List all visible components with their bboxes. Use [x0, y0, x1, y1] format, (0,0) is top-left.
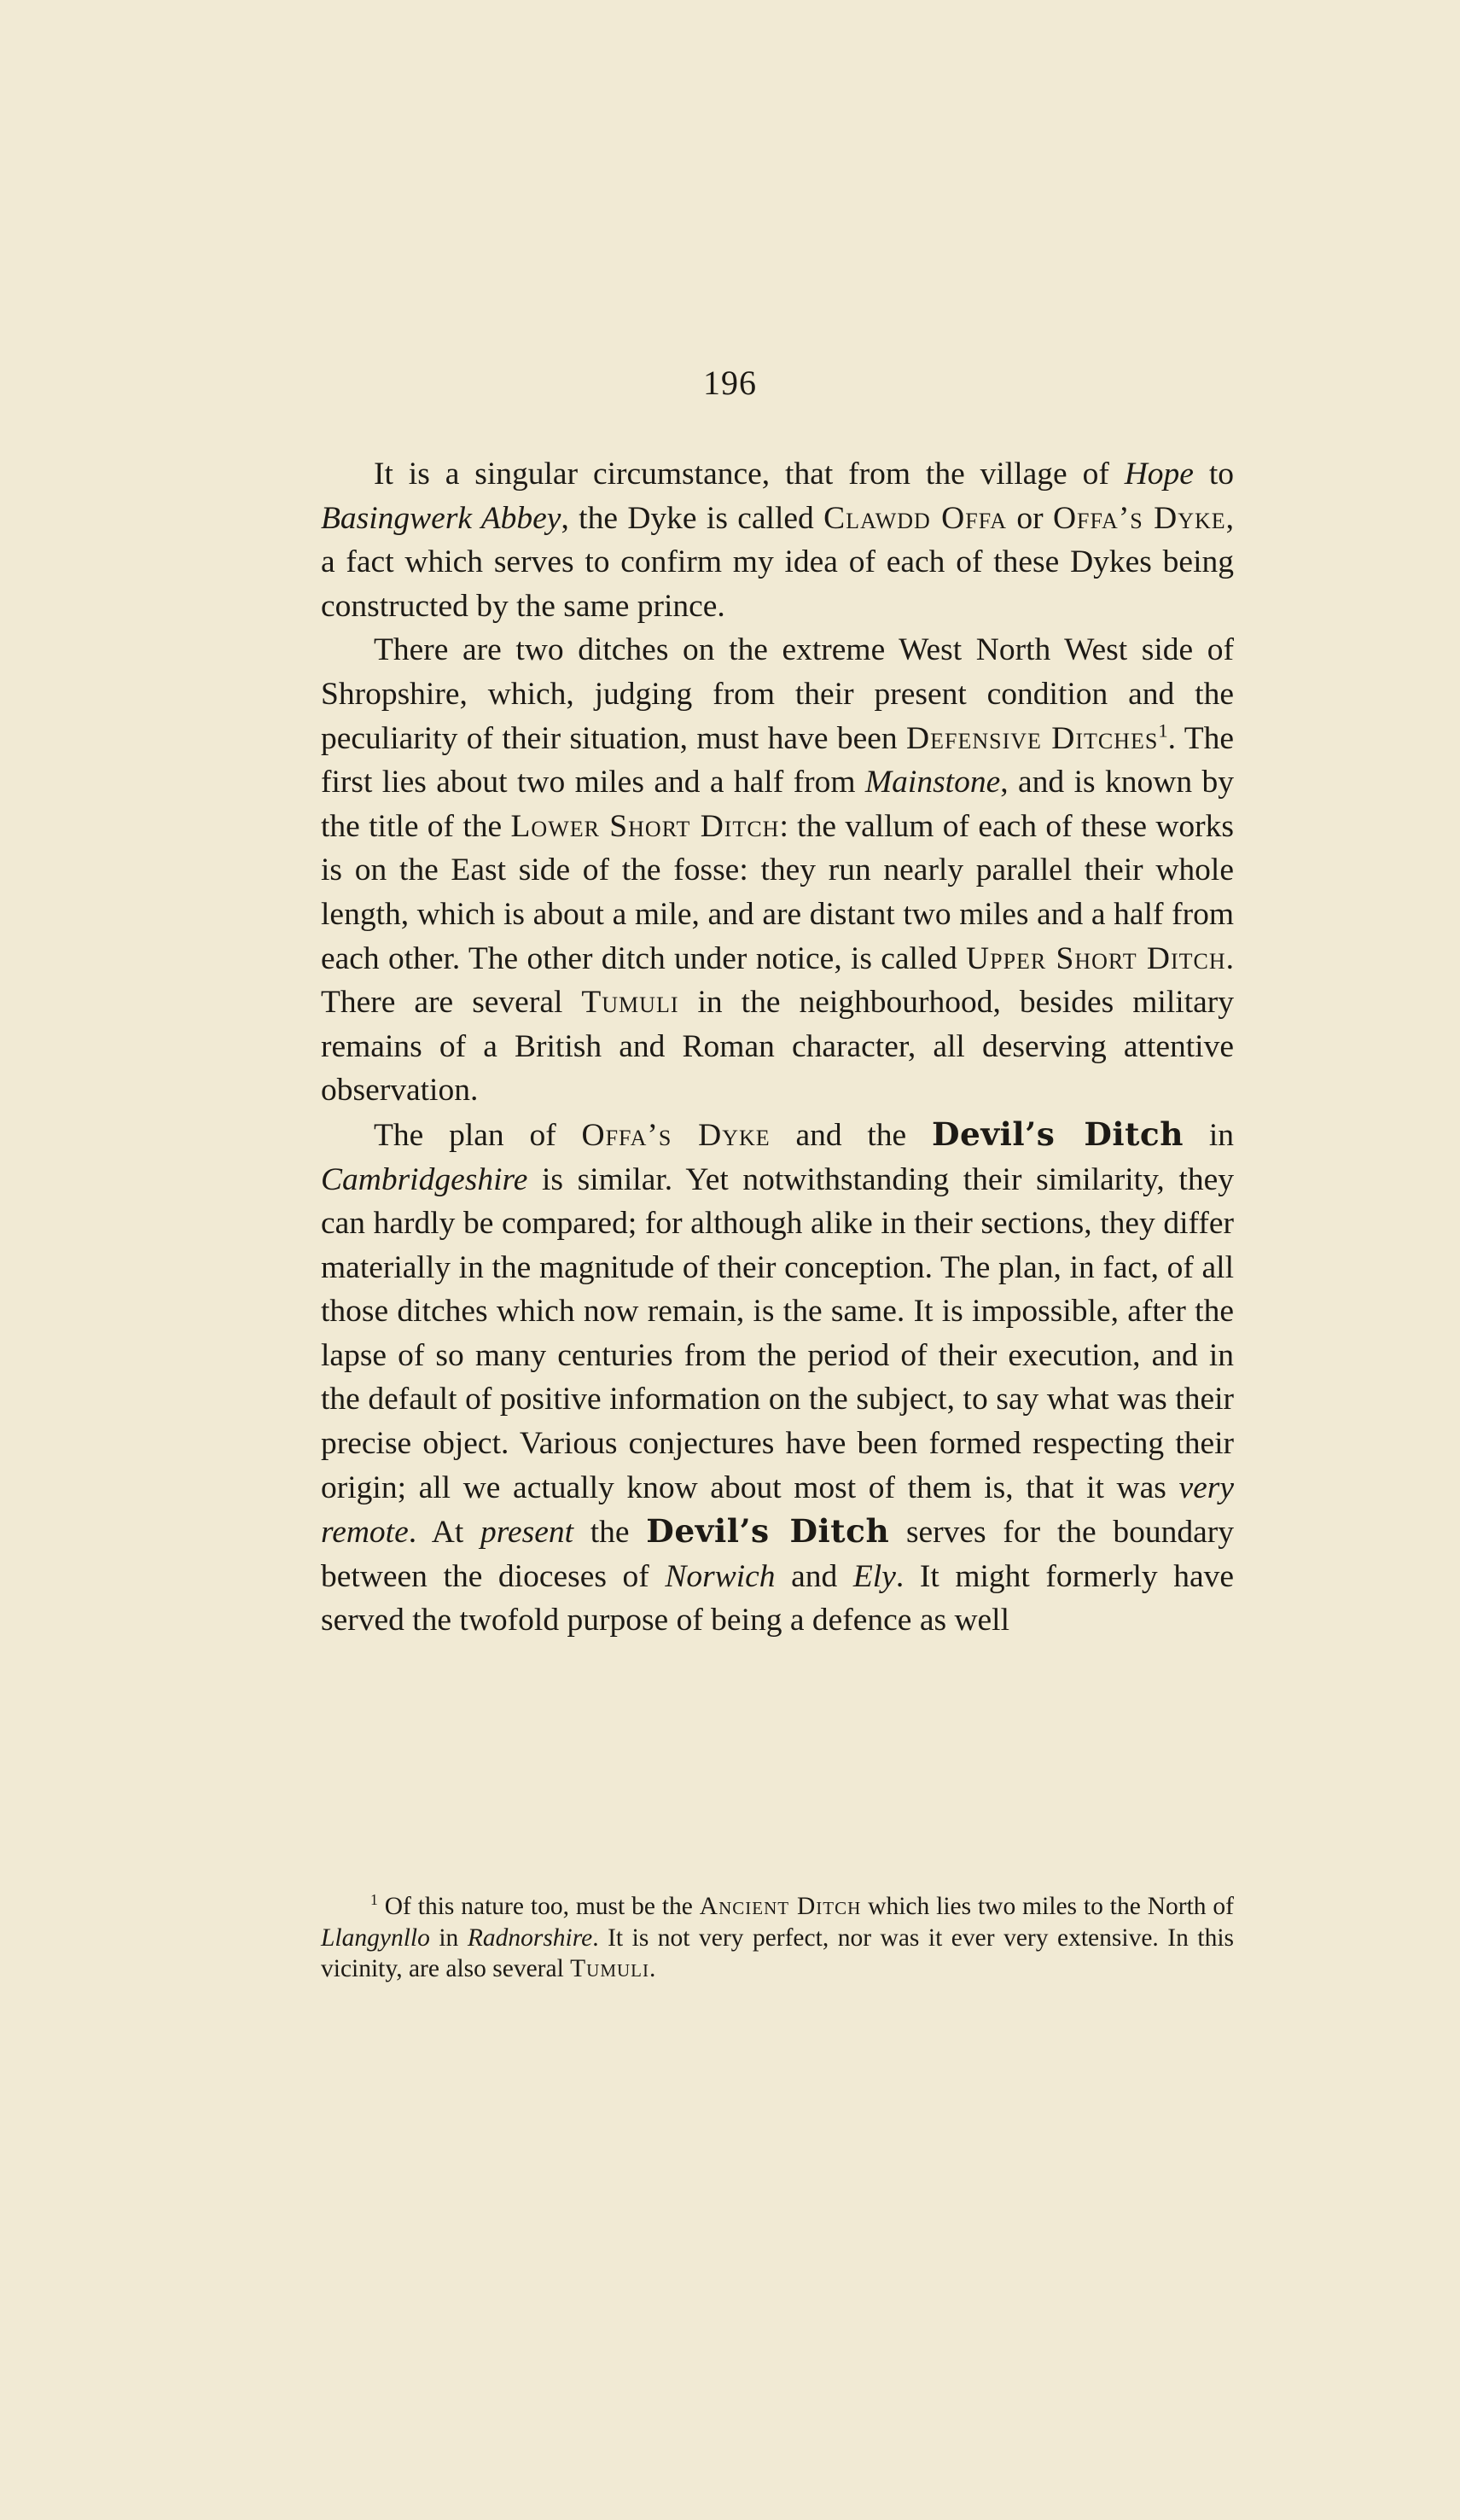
text-span: There are two ditches on the extreme West North West side of Shropshire, which, judging from their present condition and the peculiarity of their situation, must have been: [321, 632, 1234, 756]
small-caps-term: Tumuli: [581, 985, 679, 1021]
text-span: .: [649, 1955, 656, 1982]
text-span: , the Dyke is called: [561, 500, 824, 536]
page-number: 196: [703, 364, 757, 402]
small-caps-term: Upper Short Ditch: [966, 940, 1226, 976]
text-span: The plan of: [374, 1117, 582, 1153]
text-span: the: [573, 1515, 647, 1551]
place-name: Basingwerk Abbey: [321, 500, 561, 536]
text-span: in the neighbourhood, besides military remains of a British and Roman character, all deserving attentive observation.: [321, 985, 1234, 1109]
text-span: in: [429, 1923, 468, 1952]
place-name: Cambridgeshire: [321, 1161, 528, 1197]
blackletter-term: Devil’s Ditch: [932, 1115, 1184, 1153]
text-span: serves for the boundary between the dioceses of: [321, 1515, 1234, 1594]
footnote-reference: 1: [1158, 719, 1168, 742]
text-span: and: [775, 1558, 853, 1594]
place-name: Norwich: [665, 1558, 776, 1594]
text-span: is similar. Yet notwithstanding their similarity, they can hardly be compared; for although alike in their sections, they differ materially in the magnitude of their conception. The plan, in fact, of all those ditches which now remain, is the same. It is impossible, after the lapse of so many centuries from the period of their execution, and in the default of positive information on the subject, to say what was their precise object. Various conjectures have been formed respecting their origin; all we actually know about most of them is, that it was: [321, 1161, 1234, 1505]
emphasis: present: [480, 1515, 574, 1551]
text-span: It is a singular circumstance, that from the village of: [374, 457, 1125, 492]
small-caps-term: Offa’s Dyke: [581, 1117, 771, 1153]
text-span: : the vallum of each of these works is on the East side of the fosse: they run nearly parallel their whole length, which is about a mile, and are distant two miles and a half from each other. The other ditch under notice, is called: [321, 808, 1234, 976]
text-span: Of this nature too, must be the: [377, 1893, 700, 1920]
text-span: or: [1007, 500, 1053, 536]
text-span: and the: [770, 1117, 933, 1153]
text-span: to: [1193, 457, 1234, 492]
text-span: . It is not very perfect, nor was it ever very extensive. In this vicinity, are also several: [321, 1923, 1234, 1982]
emphasis: very remote: [321, 1470, 1234, 1551]
text-span: , and is known by the title of the: [321, 765, 1234, 844]
body-text: [321, 452, 1234, 1643]
small-caps-term: Defensive Ditches: [906, 720, 1159, 756]
blackletter-term: Devil’s Ditch: [646, 1512, 890, 1551]
place-name: Ely: [852, 1558, 896, 1594]
paragraph-3: [321, 1113, 1234, 1643]
small-caps-term: Offa’s Dyke: [1052, 500, 1226, 536]
text-span: , a fact which serves to confirm my idea of each of these Dykes being constructed by the same prince.: [321, 500, 1235, 624]
text-span: . At: [408, 1515, 481, 1551]
small-caps-term: Ancient Ditch: [699, 1893, 862, 1920]
text-span: in: [1184, 1117, 1234, 1153]
small-caps-term: Lower Short Ditch: [510, 808, 780, 844]
place-name: Mainstone: [864, 765, 1001, 800]
paragraph-1: [321, 452, 1234, 628]
small-caps-term: Clawdd Offa: [823, 500, 1008, 536]
place-name: Hope: [1124, 457, 1194, 492]
small-caps-term: Tumuli: [570, 1955, 650, 1982]
footnote: [321, 1891, 1234, 1985]
paragraph-2: [321, 628, 1234, 1113]
text-span: . There are several: [321, 940, 1234, 1021]
text-span: . The first lies about two miles and a half from: [321, 720, 1234, 800]
place-name: Llangynllo: [321, 1923, 430, 1952]
text-span: . It might formerly have served the twofold purpose of being a defence as well: [321, 1558, 1234, 1638]
footnote-marker: 1: [370, 1891, 378, 1909]
text-span: which lies two miles to the North of: [861, 1893, 1234, 1920]
place-name: Radnorshire: [467, 1923, 593, 1952]
